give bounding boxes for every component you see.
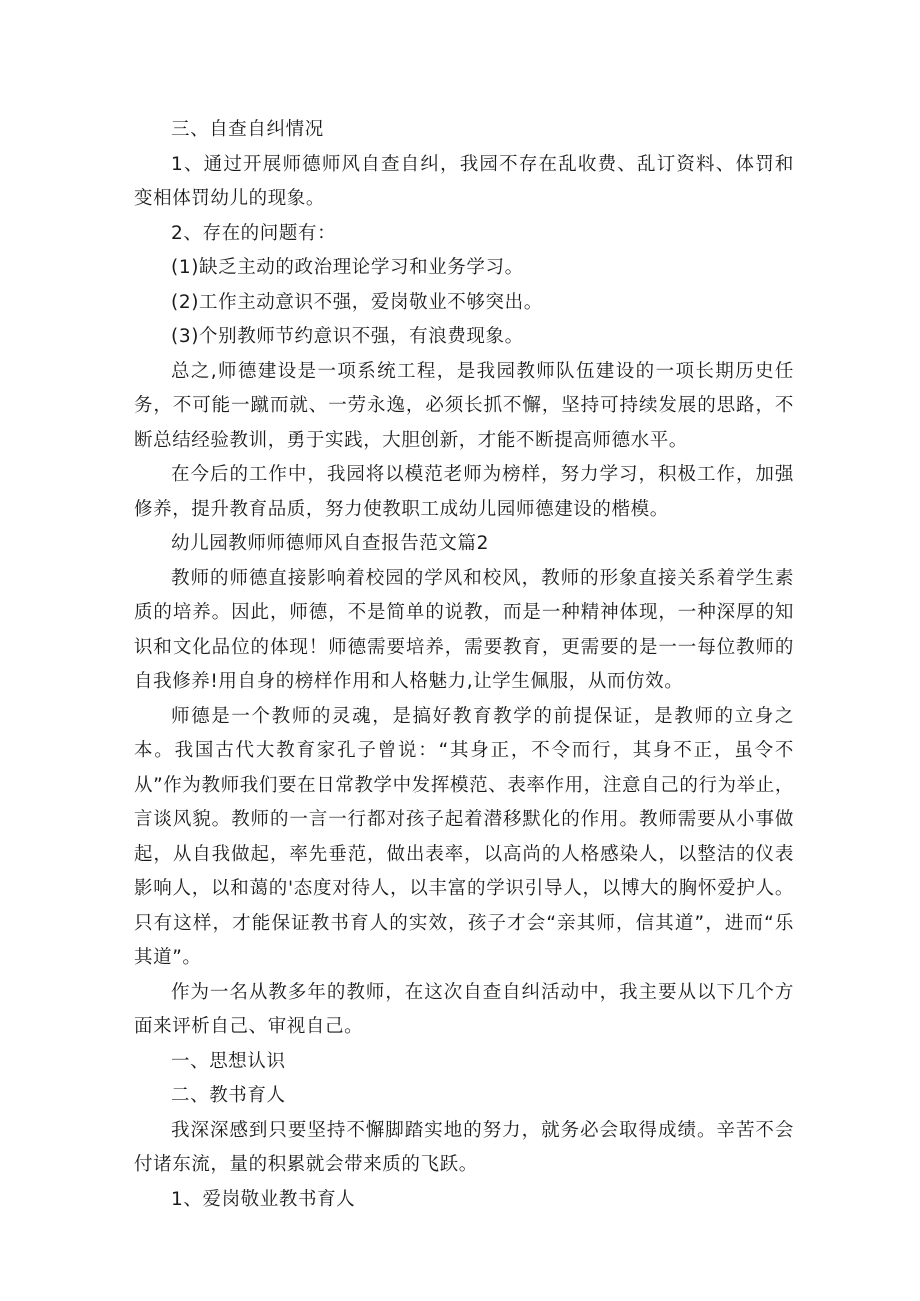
document-page: [134, 113, 794, 1217]
paragraph: 2、存在的问题有：: [171, 222, 337, 244]
paragraph: 1、通过开展师德师风自查自纠，我园不存在乱收费、乱订资料、体罚和变相体罚幼儿的现象。: [134, 153, 794, 209]
article-title: 幼儿园教师师德师风自查报告范文篇2: [171, 533, 489, 554]
section-heading: 二、教书育人: [171, 1085, 286, 1106]
paragraph: 师德是一个教师的灵魂，是搞好教育教学的前提保证，是教师的立身之本。我国古代大教育家孔子曾说：“其身正，不令而行，其身不正，虽令不从”作为教师我们要在日常教学中发挥模范、表率作用，注意自己的行为举止，言谈风貌。教师的一言一行都对孩子起着潜移默化的作用。教师需要从小事做起，从自我做起，率先垂范，做出表率，以高尚的人格感染人，以整洁的仪表影响人，以和蔼的'态度对待人，以丰富的学识引导人，以博大的胸怀爱护人。只有这样，才能保证教书育人的实效，孩子才会“亲其师，信其道”，进而“乐其道”。: [134, 705, 794, 968]
list-item: (2)工作主动意识不强，爱岗敬业不够突出。: [171, 291, 543, 313]
paragraph: 在今后的工作中，我园将以模范老师为榜样，努力学习，积极工作，加强修养，提升教育品质，努力使教职工成幼儿园师德建设的楷模。: [134, 464, 794, 520]
paragraph: 总之,师德建设是一项系统工程，是我园教师队伍建设的一项长期历史任务，不可能一蹴而就、一劳永逸，必须长抓不懈，坚持可持续发展的思路，不断总结经验教训，勇于实践，大胆创新，才能不断提高师德水平。: [134, 360, 794, 451]
paragraph: 教师的师德直接影响着校园的学风和校风，教师的形象直接关系着学生素质的培养。因此，师德，不是简单的说教，而是一种精神体现，一种深厚的知识和文化品位的体现！师德需要培养，需要教育，更需要的是一一每位教师的自我修养!用自身的榜样作用和人格魅力,让学生佩服，从而仿效。: [134, 567, 794, 692]
list-item: (1)缺乏主动的政治理论学习和业务学习。: [171, 257, 524, 278]
paragraph: 我深深感到只要坚持不懈脚踏实地的努力，就务必会取得成绩。辛苦不会付诸东流，量的积累就会带来质的飞跃。: [134, 1119, 794, 1175]
section-heading: 一、思想认识: [171, 1050, 286, 1072]
subsection-heading: 1、爱岗敬业教书育人: [171, 1188, 356, 1210]
list-item: (3)个别教师节约意识不强，有浪费现象。: [171, 326, 524, 347]
paragraph: 作为一名从教多年的教师，在这次自查自纠活动中，我主要从以下几个方面来评析自己、审视自己。: [134, 981, 794, 1037]
section-heading: 三、自查自纠情况: [171, 119, 324, 140]
